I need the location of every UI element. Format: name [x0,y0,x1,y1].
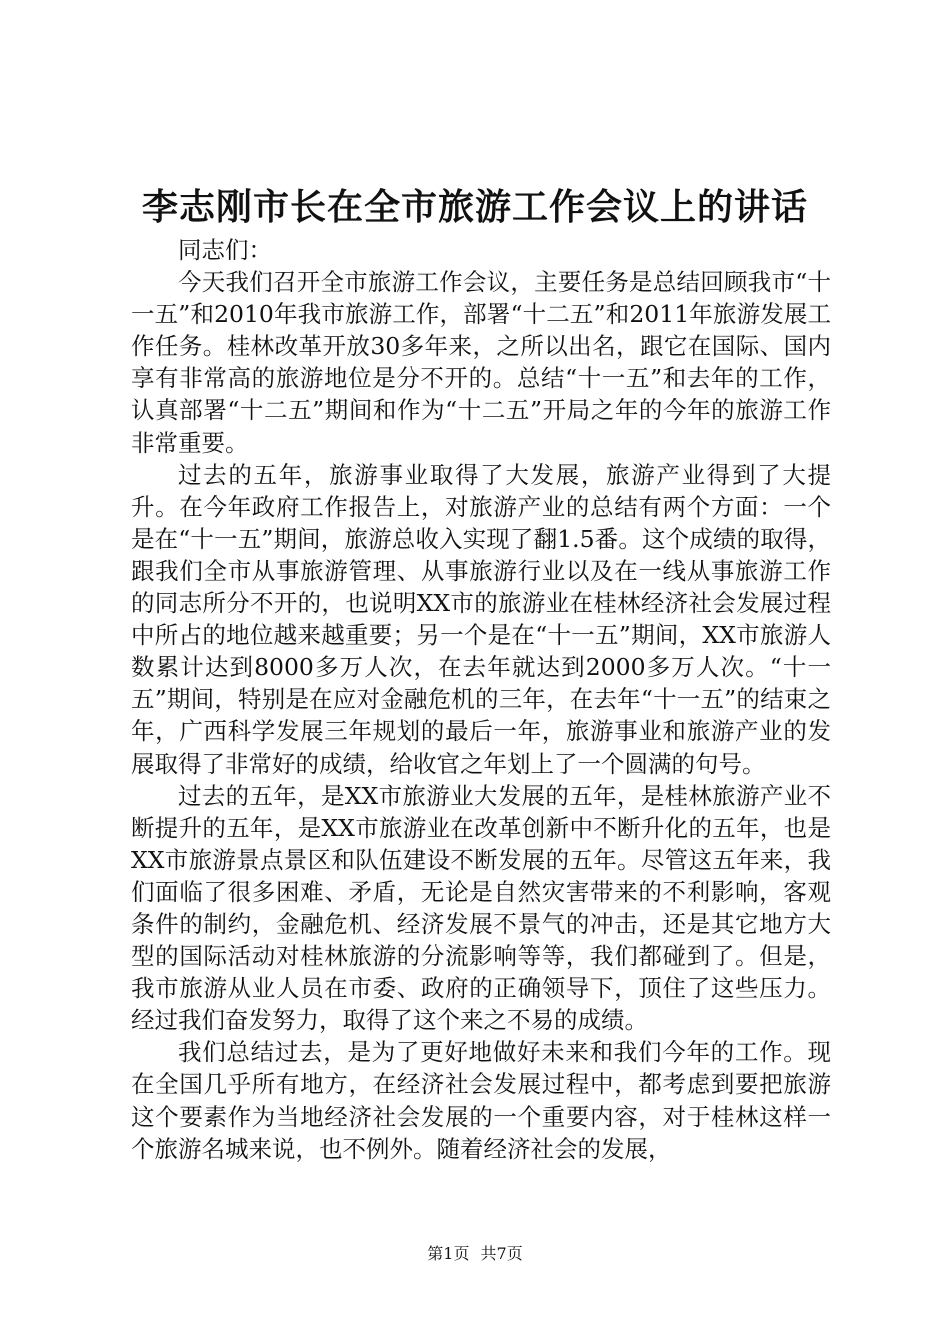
paragraph-salutation: 同志们： [178,236,272,264]
paragraph: 我们总结过去，是为了更好地做好未来和我们今年的工作。现在全国几乎所有地方，在经济社会发展过程中，都考虑到要把旅游这个要素作为当地经济社会发展的一个重要内容，对于桂林这样一个旅游名城来说，也不例外。随着经济社会的发展， [131,1038,831,1163]
page-number-current: 第1页 [427,1244,470,1263]
paragraph: 今天我们召开全市旅游工作会议，主要任务是总结回顾我市“十一五”和2010年我市旅游工作，部署“十二五”和2011年旅游发展工作任务。桂林改革开放30多年来，之所以出名，跟它在国际、国内享有非常高的旅游地位是分不开的。总结“十一五”和去年的工作，认真部署“十二五”期间和作为“十二五”开局之年的今年的旅游工作非常重要。 [131,268,831,457]
document-title: 李志刚市长在全市旅游工作会议上的讲话 [141,187,808,228]
paragraph: 过去的五年，是XX市旅游业大发展的五年，是桂林旅游产业不断提升的五年，是XX市旅游业在改革创新中不断升化的五年，也是XX市旅游景点景区和队伍建设不断发展的五年。尽管这五年来，我们面临了很多困难、矛盾，无论是自然灾害带来的不利影响，客观条件的制约，金融危机、经济发展不景气的冲击，还是其它地方大型的国际活动对桂林旅游的分流影响等等，我们都碰到了。但是，我市旅游从业人员在市委、政府的正确领导下，顶住了这些压力。经过我们奋发努力，取得了这个来之不易的成绩。 [131,781,831,1035]
paragraph: 过去的五年，旅游事业取得了大发展，旅游产业得到了大提升。在今年政府工作报告上，对旅游产业的总结有两个方面：一个是在“十一五”期间，旅游总收入实现了翻1.5番。这个成绩的取得，跟我们全市从事旅游管理、从事旅游行业以及在一线从事旅游工作的同志所分不开的，也说明XX市的旅游业在桂林经济社会发展过程中所占的地位越来越重要；另一个是在“十一五”期间，XX市旅游人数累计达到8000多万人次，在去年就达到2000多万人次。“十一五”期间，特别是在应对金融危机的三年，在去年“十一五”的结束之年，广西科学发展三年规划的最后一年，旅游事业和旅游产业的发展取得了非常好的成绩，给收官之年划上了一个圆满的句号。 [131,460,831,778]
document-body [131,234,831,1165]
page-footer [0,1243,950,1265]
page-number-total: 共7页 [480,1244,523,1263]
